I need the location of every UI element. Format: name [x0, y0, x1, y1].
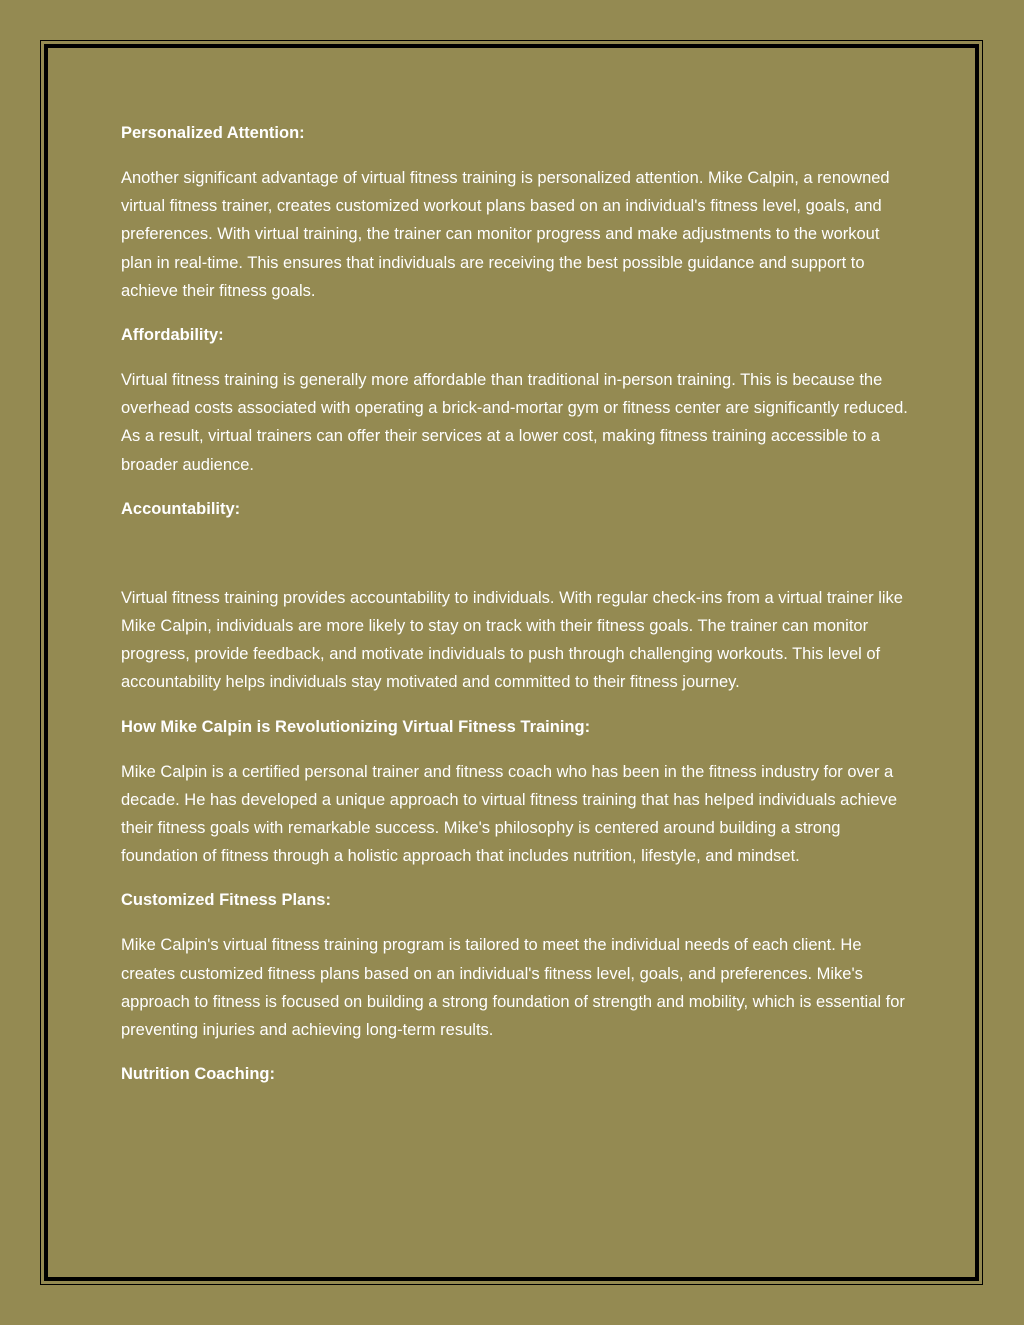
heading-accountability: Accountability:: [121, 499, 241, 518]
paragraph-affordability: Virtual fitness training is generally more affordable than traditional in-person training. This is because the overhead costs associated with operating a brick-and-mortar gym or fitness center are significantly reduced. As a result, virtual trainers can offer their services at a lower cost, making fitness training accessible to a broader audience.: [121, 371, 908, 474]
document-body: [121, 119, 911, 1105]
blank-spacer: [121, 540, 911, 584]
heading-nutrition-coaching: Nutrition Coaching:: [121, 1065, 275, 1084]
heading-personalized-attention: Personalized Attention:: [121, 124, 305, 142]
paragraph-personalized-attention: Another significant advantage of virtual fitness training is personalized attention. Mike Calpin, a renowned virtual fitness trainer, creates customized workout plans based on an individual's fitness level, goals, and preferences. With virtual training, the trainer can monitor progress and make adjustments to the workout plan in real-time. This ensures that individuals are receiving the best possible guidance and support to achieve their fitness goals.: [121, 169, 890, 300]
heading-mike-calpin-revolutionizing: How Mike Calpin is Revolutionizing Virtual Fitness Training:: [121, 717, 591, 736]
heading-customized-fitness-plans: Customized Fitness Plans:: [121, 891, 331, 910]
paragraph-customized-fitness-plans: Mike Calpin's virtual fitness training program is tailored to meet the individual needs of each client. He creates customized fitness plans based on an individual's fitness level, goals, and preferences. Mike's approach to fitness is focused on building a strong foundation of strength and mobility, which is essential for preventing injuries and achieving long-term results.: [121, 936, 905, 1040]
paragraph-accountability: Virtual fitness training provides accountability to individuals. With regular check-ins from a virtual trainer like Mike Calpin, individuals are more likely to stay on track with their fitness goals. The trainer can monitor progress, provide feedback, and motivate individuals to push through challenging workouts. This level of accountability helps individuals stay motivated and committed to their fitness journey.: [121, 588, 903, 692]
paragraph-mike-calpin-revolutionizing: Mike Calpin is a certified personal trainer and fitness coach who has been in the fitness industry for over a decade. He has developed a unique approach to virtual fitness training that has helped individuals achieve their fitness goals with remarkable success. Mike's philosophy is centered around building a strong foundation of fitness through a holistic approach that includes nutrition, lifestyle, and mindset.: [121, 762, 898, 866]
heading-affordability: Affordability:: [121, 326, 224, 345]
